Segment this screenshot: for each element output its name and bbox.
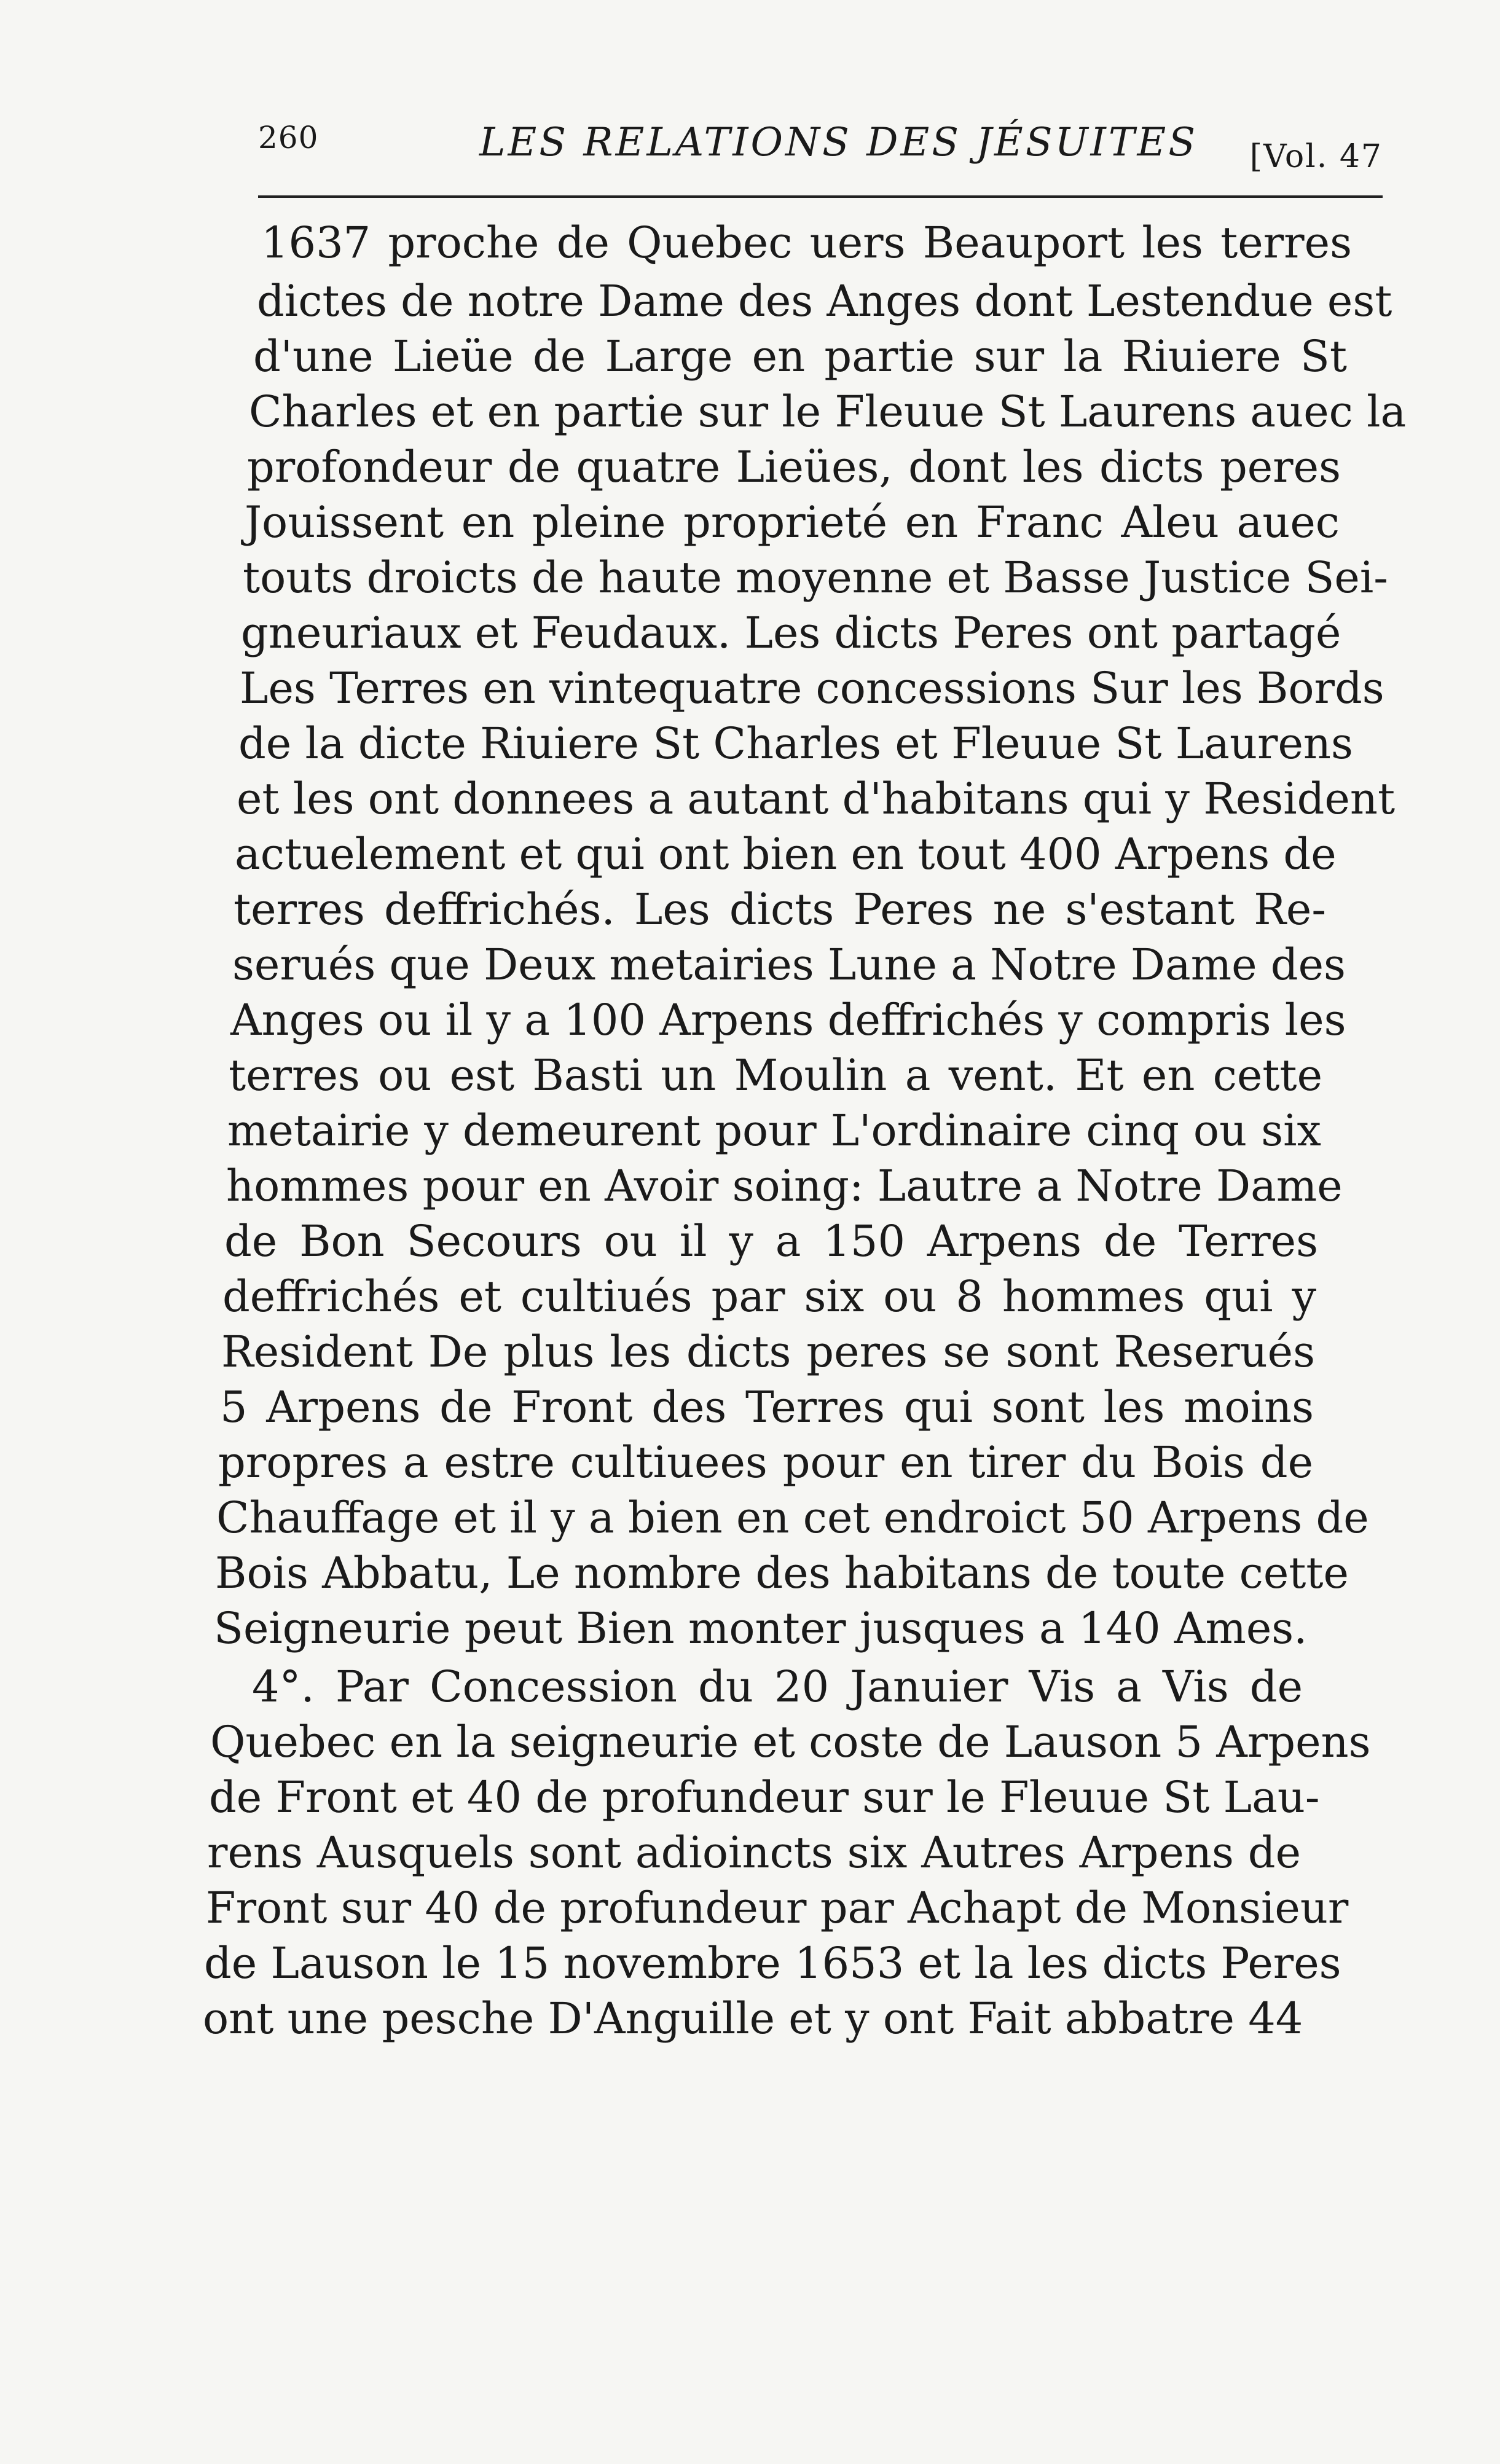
text-line: 4°. Par Concession du 20 Januier Vis a Vis de [252, 1662, 1303, 1712]
text-line: Anges ou il y a 100 Arpens deffrichés y compris les [230, 995, 1346, 1045]
text-line: metairie y demeurent pour L'ordinaire cinq ou six [227, 1105, 1321, 1156]
text-line: hommes pour en Avoir soing: Lautre a Notre Dame [226, 1161, 1343, 1211]
text-line: et les ont donnees a autant d'habitans qui y Resident [237, 774, 1396, 824]
text-line: profondeur de quatre Lieües, dont les dicts peres [247, 442, 1341, 492]
text-line: deffrichés et cultiués par six ou 8 hommes qui y [222, 1271, 1316, 1322]
text-line: de Bon Secours ou il y a 150 Arpens de Terres [224, 1216, 1318, 1266]
text-line: touts droicts de haute moyenne et Basse Justice Sei- [243, 552, 1388, 603]
text-line: propres a estre cultiuees pour en tirer du Bois de [218, 1437, 1313, 1488]
text-line: de Front et 40 de profundeur sur le Fleuue St Lau- [209, 1772, 1320, 1822]
text-line: Chauffage et il y a bien en cet endroict 50 Arpens de [216, 1493, 1369, 1543]
text-line: Front sur 40 de profundeur par Achapt de Monsieur [206, 1883, 1349, 1933]
text-line: rens Ausquels sont adioincts six Autres Arpens de [207, 1827, 1301, 1878]
text-line: Resident De plus les dicts peres se sont Reserués [221, 1327, 1315, 1377]
text-line: serués que Deux metairies Lune a Notre Dame des [232, 940, 1346, 990]
text-line: ont une pesche D'Anguille et y ont Fait abbatre 44 [203, 1993, 1303, 2044]
text-line: d'une Lieüe de Large en partie sur la Riuiere St [253, 331, 1347, 382]
text-line: terres deffrichés. Les dicts Peres ne s'estant Re- [234, 884, 1326, 935]
text-line: Jouissent en pleine proprieté en Franc Aleu auec [245, 497, 1340, 547]
text-line: Seigneurie peut Bien monter jusques a 140 Ames. [214, 1603, 1308, 1654]
text-line: de la dicte Riuiere St Charles et Fleuue St Laurens [238, 718, 1353, 769]
text-line: Les Terres en vintequatre concessions Sur les Bords [240, 663, 1384, 713]
text-line: actuelement et qui ont bien en tout 400 Arpens de [235, 829, 1337, 879]
text-line: dictes de notre Dame des Anges dont Lestendue est [257, 276, 1392, 326]
text-line: 5 Arpens de Front des Terres qui sont les moins [220, 1382, 1314, 1432]
running-title: LES RELATIONS DES JÉSUITES [479, 120, 1198, 165]
text-line: de Lauson le 15 novembre 1653 et la les dicts Peres [204, 1938, 1341, 1988]
text-line: terres ou est Basti un Moulin a vent. Et en cette [229, 1050, 1322, 1101]
page-number: 260 [258, 120, 319, 155]
text-line: Bois Abbatu, Le nombre des habitans de toute cette [215, 1548, 1349, 1598]
volume-label: [Vol. 47 [1249, 138, 1383, 175]
text-line: Quebec en la seigneurie et coste de Lauson 5 Arpens [210, 1717, 1371, 1767]
text-line: 1637 proche de Quebec uers Beauport les terres [261, 218, 1352, 268]
text-line: Charles et en partie sur le Fleuue St Laurens auec la [249, 386, 1407, 437]
text-line: gneuriaux et Feudaux. Les dicts Peres ont partagé [241, 608, 1341, 658]
